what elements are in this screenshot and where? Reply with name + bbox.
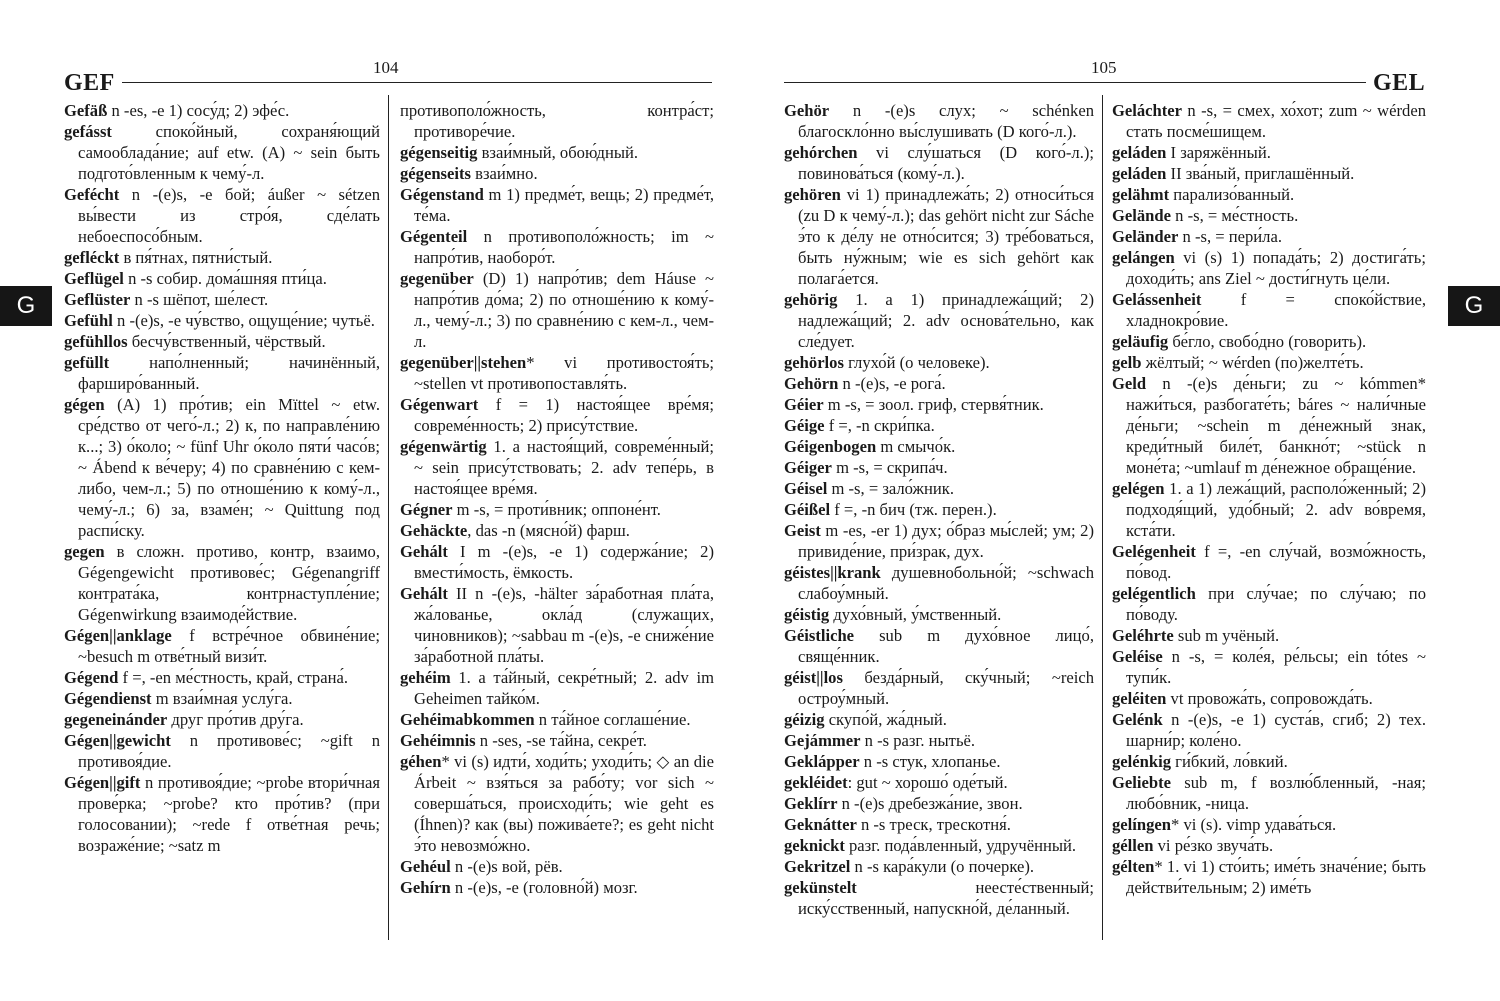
dictionary-entry (400, 751, 714, 856)
definition: m 1) предме́т, вещь; 2) предме́т, те́ма. (414, 185, 714, 225)
dictionary-entry (64, 184, 380, 247)
dictionary-entry (64, 625, 380, 667)
dictionary-entry (1112, 184, 1426, 205)
dictionary-entry (400, 520, 714, 541)
definition: , das -n (мясно́й) фарш. (467, 521, 630, 540)
headword: geláden (1112, 164, 1167, 183)
definition: n -(e)s де́ньги; zu ~ kómmen* нажи́ться, разбогате́ть; báres ~ нали́чные де́ньги; ~schein m де́нежный знак, креди́тный биле́т, банкно́т; ~stück n моне́та; ~umlauf m де́нежное обраще́ние. (1126, 374, 1426, 477)
definition: n -s разг. нытьё. (860, 731, 976, 750)
headword: gégen (64, 395, 105, 414)
headword: gekünstelt (784, 878, 857, 897)
headword: Geléhrte (1112, 626, 1174, 645)
dictionary-column (400, 100, 714, 898)
definition: жёлтый; ~ wérden (по)желте́ть. (1141, 353, 1364, 372)
dictionary-entry (400, 226, 714, 268)
headword: gekléidet (784, 773, 848, 792)
headword: geláden (1112, 143, 1167, 162)
headword: gelb (1112, 353, 1142, 372)
thumb-index-tab: G (1448, 286, 1500, 326)
dictionary-entry (784, 394, 1094, 415)
headword: gehören (784, 185, 841, 204)
dictionary-entry (784, 730, 1094, 751)
definition: n -s, = коле́я, ре́льсы; ein tótes ~ тупи́к. (1126, 647, 1426, 687)
dictionary-entry (64, 121, 380, 184)
definition: противополо́жность, контра́ст; противоре́чие. (400, 101, 714, 141)
dictionary-entry (784, 667, 1094, 709)
headword: Gelássenheit (1112, 290, 1202, 309)
headword: geknickt (784, 836, 845, 855)
thumb-index-tab: G (0, 286, 52, 326)
definition: I m -(e)s, -e 1) содержа́ние; 2) вмести́мость, ёмкость. (414, 542, 714, 582)
headword: Gefécht (64, 185, 120, 204)
headword: géist||los (784, 668, 843, 687)
headword: Gehéimnis (400, 731, 476, 750)
definition: n -(e)s, -e чу́вство, ощуще́ние; чутьё. (112, 311, 375, 330)
definition: II зва́ный, приглашённый. (1166, 164, 1355, 183)
definition: ги́бкий, ло́вкий. (1171, 752, 1288, 771)
dictionary-entry (64, 331, 380, 352)
definition: бесчу́вственный, чёрствый. (127, 332, 326, 351)
header-rule (784, 82, 1366, 83)
definition: m -s, = проти́вник; оппоне́нт. (452, 500, 661, 519)
definition: 1. a та́йный, секре́тный; 2. adv im Geheimen тайко́м. (414, 668, 714, 708)
headword: Gégen||anklage (64, 626, 172, 645)
headword: gégenseits (400, 164, 471, 183)
headword: Gégenstand (400, 185, 484, 204)
guide-word: GEL (1373, 70, 1426, 96)
definition: m -s, = зало́жник. (827, 479, 954, 498)
dictionary-entry (784, 100, 1094, 142)
dictionary-entry (400, 436, 714, 499)
definition: n -ses, -se та́йна, секре́т. (475, 731, 647, 750)
dictionary-entry (64, 268, 380, 289)
headword: Geld (1112, 374, 1147, 393)
headword: gehórchen (784, 143, 858, 162)
headword: gefüllt (64, 353, 110, 372)
definition: n -s кара́кули (о почерке). (850, 857, 1035, 876)
dictionary-entry (784, 289, 1094, 352)
headword: gehéim (400, 668, 451, 687)
dictionary-entry (1112, 814, 1426, 835)
dictionary-entry (1112, 625, 1426, 646)
headword: gehörig (784, 290, 838, 309)
dictionary-entry (64, 667, 380, 688)
dictionary-entry (1112, 751, 1426, 772)
definition: vi ре́зко звуча́ть. (1153, 836, 1274, 855)
dictionary-entry (784, 835, 1094, 856)
definition: душевнобольно́й; ~schwach слабоу́мный. (798, 563, 1094, 603)
definition: в сложн. противо, контр, взаимо, Gégengewicht противове́с; Gégenangriff контрата́ка, контрнаступле́ние; Gégenwirkung взаимоде́йствие. (78, 542, 380, 624)
headword: Geflüster (64, 290, 131, 309)
dictionary-entry (1112, 583, 1426, 625)
dictionary-entry (784, 478, 1094, 499)
definition: 1. a 1) принадлежа́щий; 2) надлежа́щий; 2. adv основа́тельно, как сле́дует. (798, 290, 1094, 351)
headword: Geknátter (784, 815, 857, 834)
definition: 1. a настоя́щий, совреме́нный; ~ sein прису́тствовать; 2. adv тепе́рь, в настоя́щее вре́мя. (414, 437, 714, 498)
dictionary-column (784, 100, 1094, 919)
dictionary-entry (64, 100, 380, 121)
dictionary-entry (784, 793, 1094, 814)
dictionary-entry (400, 352, 714, 394)
headword: Gefäß (64, 101, 108, 120)
definition: m смычо́к. (876, 437, 956, 456)
definition: n -(e)s вой, рёв. (450, 857, 563, 876)
dictionary-entry (400, 583, 714, 667)
dictionary-entry (64, 709, 380, 730)
dictionary-entry (784, 499, 1094, 520)
headword: Gégendienst (64, 689, 152, 708)
definition: n -s собир. дома́шняя пти́ца. (123, 269, 327, 288)
headword: Géier (784, 395, 824, 414)
headword: Geländer (1112, 227, 1179, 246)
headword: gégenseitig (400, 143, 478, 162)
definition: в пя́тнах, пятни́стый. (119, 248, 273, 267)
dictionary-entry (1112, 352, 1426, 373)
definition: * vi (s) идти́, ходи́ть; уходи́ть; ◇ an die Árbeit ~ взя́ться за рабо́ту; vor sich ~ соверша́ться, происходи́ть; wie geht es (Íhnen)? как (вы) пожива́ете?; es geht nicht э́то невозмо́жно. (414, 752, 714, 855)
dictionary-entry (64, 247, 380, 268)
definition: споко́йный, сохраня́ющий самооблада́ние; auf etw. (A) ~ sein быть подгото́вленным к чему́-л. (78, 122, 380, 183)
dictionary-entry (784, 709, 1094, 730)
definition: скупо́й, жа́дный. (824, 710, 947, 729)
headword: Gelände (1112, 206, 1172, 225)
definition: n противове́с; ~gift n противоя́дие. (78, 731, 380, 771)
header-rule (122, 82, 712, 83)
dictionary-entry (1112, 646, 1426, 688)
headword: gelégentlich (1112, 584, 1196, 603)
dictionary-entry (64, 541, 380, 625)
headword: geläufig (1112, 332, 1169, 351)
dictionary-entry (64, 772, 380, 856)
definition: f = 1) настоя́щее вре́мя; совреме́нность; 2) прису́тствие. (414, 395, 714, 435)
dictionary-column (64, 100, 380, 856)
headword: Gehörn (784, 374, 839, 393)
headword: Géisel (784, 479, 828, 498)
dictionary-entry (784, 604, 1094, 625)
definition: * vi (s). vimp удава́ться. (1171, 815, 1337, 834)
dictionary-entry (400, 142, 714, 163)
headword: Gehéimabkommen (400, 710, 535, 729)
dictionary-entry (1112, 289, 1426, 331)
headword: Gehäckte (400, 521, 468, 540)
dictionary-entry (1112, 835, 1426, 856)
definition: бе́гло, свобо́дно (говорить). (1168, 332, 1367, 351)
dictionary-entry (1112, 541, 1426, 583)
definition: n противоя́дие; ~probe втори́чная прове́рка; ~probe? кто про́тив? (при голосовании); ~rede f отве́тная речь; возраже́ние; ~satz m (78, 773, 380, 855)
headword: Géige (784, 416, 825, 435)
headword: Gelénk (1112, 710, 1163, 729)
definition: I заряжённый. (1166, 143, 1271, 162)
dictionary-entry (1112, 478, 1426, 541)
dictionary-entry (400, 268, 714, 352)
definition: f =, -en ме́стность, край, страна́. (118, 668, 348, 687)
definition: sub m учёный. (1173, 626, 1280, 645)
definition: друг про́тив дру́га. (167, 710, 304, 729)
headword: Gégen||gewicht (64, 731, 171, 750)
headword: gelénkig (1112, 752, 1172, 771)
headword: Gégen||gift (64, 773, 141, 792)
dictionary-entry (784, 373, 1094, 394)
definition: f =, -en слу́чай, возмо́жность, по́вод. (1126, 542, 1426, 582)
headword: Gehör (784, 101, 830, 120)
headword: Géigenbogen (784, 437, 877, 456)
dictionary-entry (1112, 856, 1426, 898)
headword: geléiten (1112, 689, 1167, 708)
dictionary-entry (1112, 100, 1426, 142)
headword: géistig (784, 605, 830, 624)
dictionary-entry (784, 877, 1094, 919)
dictionary-entry (1112, 709, 1426, 751)
dictionary-entry (400, 100, 714, 142)
definition: n -s, = смех, хо́хот; zum ~ wérden стать посме́шищем. (1126, 101, 1426, 141)
definition: II n -(e)s, -hälter за́работная пла́та, жа́лованье, окла́д (служащих, чиновников); ~sabbau m -(e)s, -e сниже́ние за́работной пла́ты. (414, 584, 714, 666)
headword: Gégenteil (400, 227, 468, 246)
headword: géistes||krank (784, 563, 881, 582)
column-divider (388, 95, 389, 940)
dictionary-entry (64, 394, 380, 541)
headword: gehörlos (784, 353, 844, 372)
definition: n -es, -e 1) сосу́д; 2) эфе́с. (107, 101, 290, 120)
headword: géhen (400, 752, 442, 771)
dictionary-entry (400, 667, 714, 709)
headword: Geláchter (1112, 101, 1183, 120)
headword: gegen (64, 542, 105, 561)
definition: n -s шёпот, ше́лест. (130, 290, 269, 309)
headword: Gégner (400, 500, 453, 519)
headword: Gehált (400, 584, 448, 603)
headword: gefühllos (64, 332, 128, 351)
headword: Geklírr (784, 794, 838, 813)
definition: n -(e)s слух; ~ schénken благоскло́нно вы́слушивать (D кого́-л.). (798, 101, 1094, 141)
definition: f =, -n скри́пка. (824, 416, 935, 435)
definition: парализо́ванный. (1169, 185, 1295, 204)
page-number: 104 (373, 58, 399, 77)
headword: gegenüber||stehen (400, 353, 527, 372)
dictionary-entry (1112, 163, 1426, 184)
dictionary-entry (64, 688, 380, 709)
dictionary-entry (400, 856, 714, 877)
column-divider (1102, 95, 1103, 940)
dictionary-entry (400, 499, 714, 520)
definition: * vi противостоя́ть; ~stellen vt противопоставля́ть. (414, 353, 714, 393)
dictionary-entry (64, 352, 380, 394)
headword: Gehírn (400, 878, 451, 897)
headword: Geist (784, 521, 821, 540)
definition: vt провожа́ть, сопровожда́ть. (1166, 689, 1373, 708)
definition: n -s стук, хлопанье. (859, 752, 1001, 771)
headword: gelähmt (1112, 185, 1170, 204)
dictionary-entry (400, 730, 714, 751)
dictionary-entry (784, 562, 1094, 604)
headword: Geliebte (1112, 773, 1171, 792)
dictionary-entry (1112, 226, 1426, 247)
definition: n -(e)s, -e (головно́й) мозг. (450, 878, 638, 897)
definition: m -s, = скрипа́ч. (831, 458, 948, 477)
definition: n противополо́жность; im ~ напро́тив, наоборо́т. (414, 227, 714, 267)
headword: Gégenwart (400, 395, 479, 414)
dictionary-entry (784, 142, 1094, 184)
headword: géizig (784, 710, 825, 729)
definition: n -(e)s, -e бой; áußer ~ sétzen вы́вести из стро́я, сде́лать небоеспосо́бным. (78, 185, 380, 246)
headword: Gehált (400, 542, 448, 561)
definition: духо́вный, у́мственный. (829, 605, 1002, 624)
dictionary-entry (1112, 205, 1426, 226)
definition: напо́лненный; начинённый, фарширо́ванный. (78, 353, 380, 393)
dictionary-column (1112, 100, 1426, 898)
headword: gelángen (1112, 248, 1175, 267)
headword: Geléise (1112, 647, 1163, 666)
dictionary-entry (784, 436, 1094, 457)
headword: Gelégenheit (1112, 542, 1196, 561)
definition: n -(e)s дребезжа́ние, звон. (837, 794, 1023, 813)
dictionary-entry (400, 394, 714, 436)
definition: взаи́мный, обою́дный. (477, 143, 639, 162)
dictionary-entry (784, 625, 1094, 667)
dictionary-entry (1112, 331, 1426, 352)
headword: Géiger (784, 458, 832, 477)
headword: Géißel (784, 500, 831, 519)
headword: gegenüber (400, 269, 474, 288)
headword: Gejámmer (784, 731, 861, 750)
dictionary-entry (784, 457, 1094, 478)
right-page (750, 0, 1500, 1001)
definition: разг. пода́вленный, удручённый. (844, 836, 1077, 855)
definition: n та́йное соглаше́ние. (534, 710, 691, 729)
definition: vi (s) 1) попада́ть; 2) достига́ть; доходи́ть; ans Ziel ~ дости́гнуть це́ли. (1126, 248, 1426, 288)
page-number: 105 (1091, 58, 1117, 77)
headword: gefléckt (64, 248, 120, 267)
dictionary-entry (784, 352, 1094, 373)
headword: Gekritzel (784, 857, 851, 876)
definition: m взаи́мная услу́га. (151, 689, 293, 708)
definition: безда́рный, ску́чный; ~reich остроу́мный. (798, 668, 1094, 708)
dictionary-entry (784, 856, 1094, 877)
headword: Gefühl (64, 311, 113, 330)
headword: Gégend (64, 668, 119, 687)
dictionary-entry (400, 877, 714, 898)
dictionary-entry (784, 415, 1094, 436)
definition: n -(e)s, -e рога́. (838, 374, 946, 393)
definition: m -es, -er 1) дух; о́браз мы́слей; ум; 2) привиде́ние, при́зрак, дух. (798, 521, 1094, 561)
dictionary-entry (64, 730, 380, 772)
dictionary-entry (784, 751, 1094, 772)
dictionary-entry (64, 310, 380, 331)
definition: f = споко́йствие, хладнокро́вие. (1126, 290, 1426, 330)
dictionary-entry (400, 184, 714, 226)
dictionary-entry (784, 814, 1094, 835)
definition: n -s, = ме́стность. (1171, 206, 1299, 225)
definition: n -s, = пери́ла. (1178, 227, 1282, 246)
dictionary-entry (1112, 373, 1426, 478)
definition: * 1. vi 1) сто́ить; име́ть значе́ние; быть действи́тельным; 2) име́ть (1126, 857, 1426, 897)
headword: gelégen (1112, 479, 1165, 498)
dictionary-entry (1112, 688, 1426, 709)
dictionary-entry (784, 520, 1094, 562)
dictionary-entry (1112, 772, 1426, 814)
definition: vi 1) принадлежа́ть; 2) относи́ться (zu D к чему́-л.); das gehört nicht zur Sáche э́то к де́лу не отно́сится; 3) тре́боваться, быть ну́жным; wie es sich gehört как полага́ется. (798, 185, 1094, 288)
headword: géllen (1112, 836, 1154, 855)
definition: f встре́чное обвине́ние; ~besuch m отве́тный визи́т. (78, 626, 380, 666)
headword: gégenwärtig (400, 437, 487, 456)
headword: gélten (1112, 857, 1155, 876)
headword: gelíngen (1112, 815, 1172, 834)
dictionary-entry (400, 709, 714, 730)
definition: взаи́мно. (470, 164, 538, 183)
definition: 1. a 1) лежа́щий, располо́женный; 2) подходя́щий, удо́бный; 2. adv во́время, кста́ти. (1126, 479, 1426, 540)
dictionary-entry (1112, 142, 1426, 163)
definition: n -(e)s, -e 1) суста́в, сгиб; 2) тех. шарни́р; коле́но. (1126, 710, 1426, 750)
headword: Geflügel (64, 269, 124, 288)
headword: Gehéul (400, 857, 451, 876)
definition: vi слу́шаться (D кого́-л.); повинова́ться (кому́-л.). (798, 143, 1094, 183)
definition: глухо́й (о человеке). (843, 353, 990, 372)
headword: Geklápper (784, 752, 860, 771)
definition: n -s треск, трескотня́. (856, 815, 1011, 834)
dictionary-entry (784, 184, 1094, 289)
definition: f =, -n бич (тж. перен.). (830, 500, 997, 519)
headword: gefásst (64, 122, 112, 141)
definition: (A) 1) про́тив; ein Mïttel ~ etw. сре́дство от чего́-л.; 2) к, по направле́нию к...; 3) о́коло; ~ fünf Uhr о́коло пяти́ часо́в; ~ Ábend к ве́черу; 4) по сравне́нию с кем-либо, чем-л.; 5) по отноше́нию к кому́-л., чему́-л.; 6) за, взаме́н; ~ Quittung под распи́ску. (78, 395, 380, 540)
dictionary-entry (784, 772, 1094, 793)
definition: неесте́ственный; иску́сственный, напускно́й, де́ланный. (798, 878, 1094, 918)
headword: gegeneinánder (64, 710, 168, 729)
dictionary-entry (400, 163, 714, 184)
definition: m -s, = зоол. гриф, стервя́тник. (823, 395, 1044, 414)
definition: при слу́чае; по слу́чаю; по по́воду. (1126, 584, 1426, 624)
dictionary-entry (1112, 247, 1426, 289)
definition: sub m духо́вное лицо́, свяще́нник. (798, 626, 1094, 666)
definition: (D) 1) напро́тив; dem Háuse ~ напро́тив до́ма; 2) по отноше́нию к кому́-л., чему́-л.; 3) по сравне́нию с кем-л., чем-л. (414, 269, 714, 351)
dictionary-entry (400, 541, 714, 583)
dictionary-entry (64, 289, 380, 310)
definition: : gut ~ хорошо́ оде́тый. (847, 773, 1008, 792)
headword: Géistliche (784, 626, 855, 645)
guide-word: GEF (64, 70, 115, 96)
definition: sub m, f возлю́бленный, -ная; любо́вник, -ница. (1126, 773, 1426, 813)
